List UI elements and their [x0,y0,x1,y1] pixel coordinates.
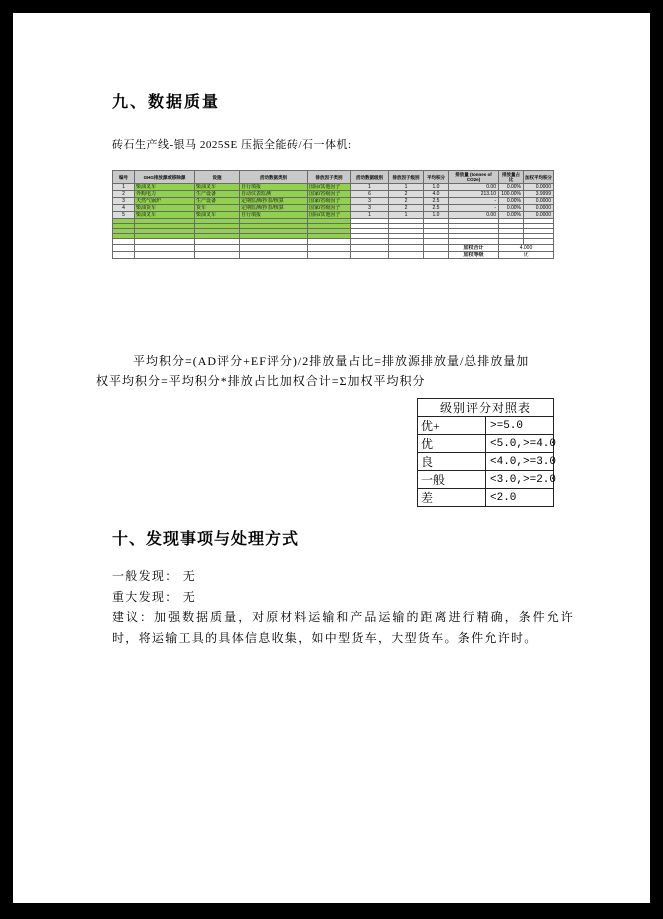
table-cell: 3 [351,205,389,212]
table-cell: 2 [113,191,135,198]
table-cell: 排放因子级别 [389,171,424,184]
table-cell: 天然气锅炉 [135,198,195,205]
table-cell: 编号 [113,171,135,184]
grade-range: <3.0,>=2.0 [486,471,554,489]
table-cell: - [449,205,499,212]
table-cell: 国家/省级因子 [308,191,351,198]
weighted-grade-value: 优 [499,252,554,259]
table-cell: 4 [113,205,135,212]
table-cell: 加权平均积分 [524,171,554,184]
table-cell: 平均积分 [424,171,449,184]
formula-line-2: 权平均积分=平均积分*排放占比加权合计=Σ加权平均积分 [96,374,426,388]
table-cell [135,252,195,259]
table-cell: 2 [389,191,424,198]
table-cell [424,245,449,252]
table-cell: 5 [113,212,135,219]
table-cell: 2 [389,205,424,212]
table-cell: 柴油叉车 [135,184,195,191]
emission-table-summary [113,245,554,259]
grade-score-reference-table [417,398,557,507]
table-cell: 213.10 [449,191,499,198]
table-cell [113,245,135,252]
formula-line-1: 平均积分=(AD评分+EF评分)/2排放量占比=排放源排放量/总排放量加 [133,354,530,368]
table-row [418,489,554,507]
section-10-heading: 十、发现事项与处理方式 [112,531,300,548]
table-cell: 0.00 [449,184,499,191]
table-cell: 2.5 [424,205,449,212]
table-cell: 外购电力 [135,191,195,198]
recommendation: 建议：加强数据质量，对原材料运输和产品运输的距离进行精确，条件允许时，将运输工具的具体信息收集，如中型货车，大型货车。条件允许时。 [112,610,574,645]
grade-label: 优 [418,435,486,453]
grade-range: <5.0,>=4.0 [486,435,554,453]
table-cell: 2 [389,198,424,205]
emission-table-empty-green-rows [113,219,554,239]
table-cell: 1 [351,212,389,219]
table-cell: 6 [351,191,389,198]
table-cell: 0.00% [499,205,524,212]
table-cell: 1 [351,184,389,191]
score-formula-paragraph [96,351,578,391]
grade-label: 差 [418,489,486,507]
table-cell: 0.0000 [524,205,554,212]
table-row [418,453,554,471]
emission-table-header [113,171,554,184]
table-row [113,245,554,252]
table-cell [424,252,449,259]
table-row [418,399,554,417]
table-cell [195,245,240,252]
table-cell: 1 [389,184,424,191]
table-cell: 国际/其他因子 [308,184,351,191]
table-cell: 活动数据类别 [240,171,308,184]
table-cell: 柴油货车 [135,205,195,212]
table-cell: 自动仪表监测 [240,191,308,198]
table-cell: 4.0 [424,191,449,198]
table-cell [351,252,389,259]
weighted-grade-label: 加权等级 [449,252,499,259]
table-cell [240,252,308,259]
table-cell: 柴油叉车 [195,212,240,219]
table-cell: - [449,198,499,205]
table-cell: 100.00% [499,191,524,198]
table-cell: 自行填报 [240,212,308,219]
table-cell: 柴油叉车 [135,212,195,219]
table-cell [351,245,389,252]
findings-block [112,566,574,648]
table-cell: 货车 [195,205,240,212]
table-cell [389,245,424,252]
table-cell: 0.0000 [524,198,554,205]
table-cell: 0.0000 [524,184,554,191]
table-cell: 国家/省级因子 [308,198,351,205]
table-cell: 1.0 [424,184,449,191]
table-cell [308,252,351,259]
table-cell: 3 [113,198,135,205]
emission-data-table [112,170,554,259]
production-line-caption: 砖石生产线-银马 2025SE 压振全能砖/石一体机: [112,139,352,151]
table-cell: 排放因子类别 [308,171,351,184]
grade-label: 良 [418,453,486,471]
table-cell: 0.00% [499,212,524,219]
table-cell [135,245,195,252]
grade-range: <2.0 [486,489,554,507]
table-row [113,191,554,198]
table-cell [389,252,424,259]
table-row [113,205,554,212]
table-cell: 1 [113,184,135,191]
table-cell [113,252,135,259]
table-cell: 活动数据级别 [351,171,389,184]
rating-table-title: 级别评分对照表 [418,399,554,417]
table-cell: 生产设备 [195,191,240,198]
table-cell: 3 [351,198,389,205]
table-cell: 1.0 [424,212,449,219]
grade-range: >=5.0 [486,417,554,435]
table-row [418,435,554,453]
table-row [113,184,554,191]
table-row [113,212,554,219]
table-cell: 0.00% [499,198,524,205]
table-cell [308,245,351,252]
table-cell: 0.00 [449,212,499,219]
major-finding: 重大发现： 无 [112,589,197,604]
weighted-total-value: 4.000 [499,245,554,252]
table-row [113,171,554,184]
table-row [113,198,554,205]
table-cell: 排放量 (tonnes of CO2e) [449,171,499,184]
table-cell: 国家/省级因子 [308,205,351,212]
grade-range: <4.0,>=3.0 [486,453,554,471]
general-finding: 一般发现： 无 [112,569,197,583]
table-cell [240,245,308,252]
table-cell: GHG排放源或移除源 [135,171,195,184]
table-row [418,471,554,489]
table-cell: 0.00% [499,184,524,191]
table-row [113,252,554,259]
emission-table-data-rows [113,184,554,219]
grade-label: 一般 [418,471,486,489]
table-cell: 定期监测/抄表/核算 [240,205,308,212]
table-cell: 生产设备 [195,198,240,205]
table-cell: 2.5 [424,198,449,205]
grade-label: 优+ [418,417,486,435]
table-cell: 0.0000 [524,212,554,219]
table-cell: 国际/其他因子 [308,212,351,219]
table-cell: 自行填报 [240,184,308,191]
table-cell: 排放量占比 [499,171,524,184]
table-cell: 设施 [195,171,240,184]
table-cell [195,252,240,259]
table-cell: 定期监测/抄表/核算 [240,198,308,205]
table-row [418,417,554,435]
table-cell: 柴油叉车 [195,184,240,191]
section-9-heading: 九、数据质量 [112,94,221,111]
weighted-total-label: 加权合计 [449,245,499,252]
table-cell: 3.9999 [524,191,554,198]
table-cell: 1 [389,212,424,219]
